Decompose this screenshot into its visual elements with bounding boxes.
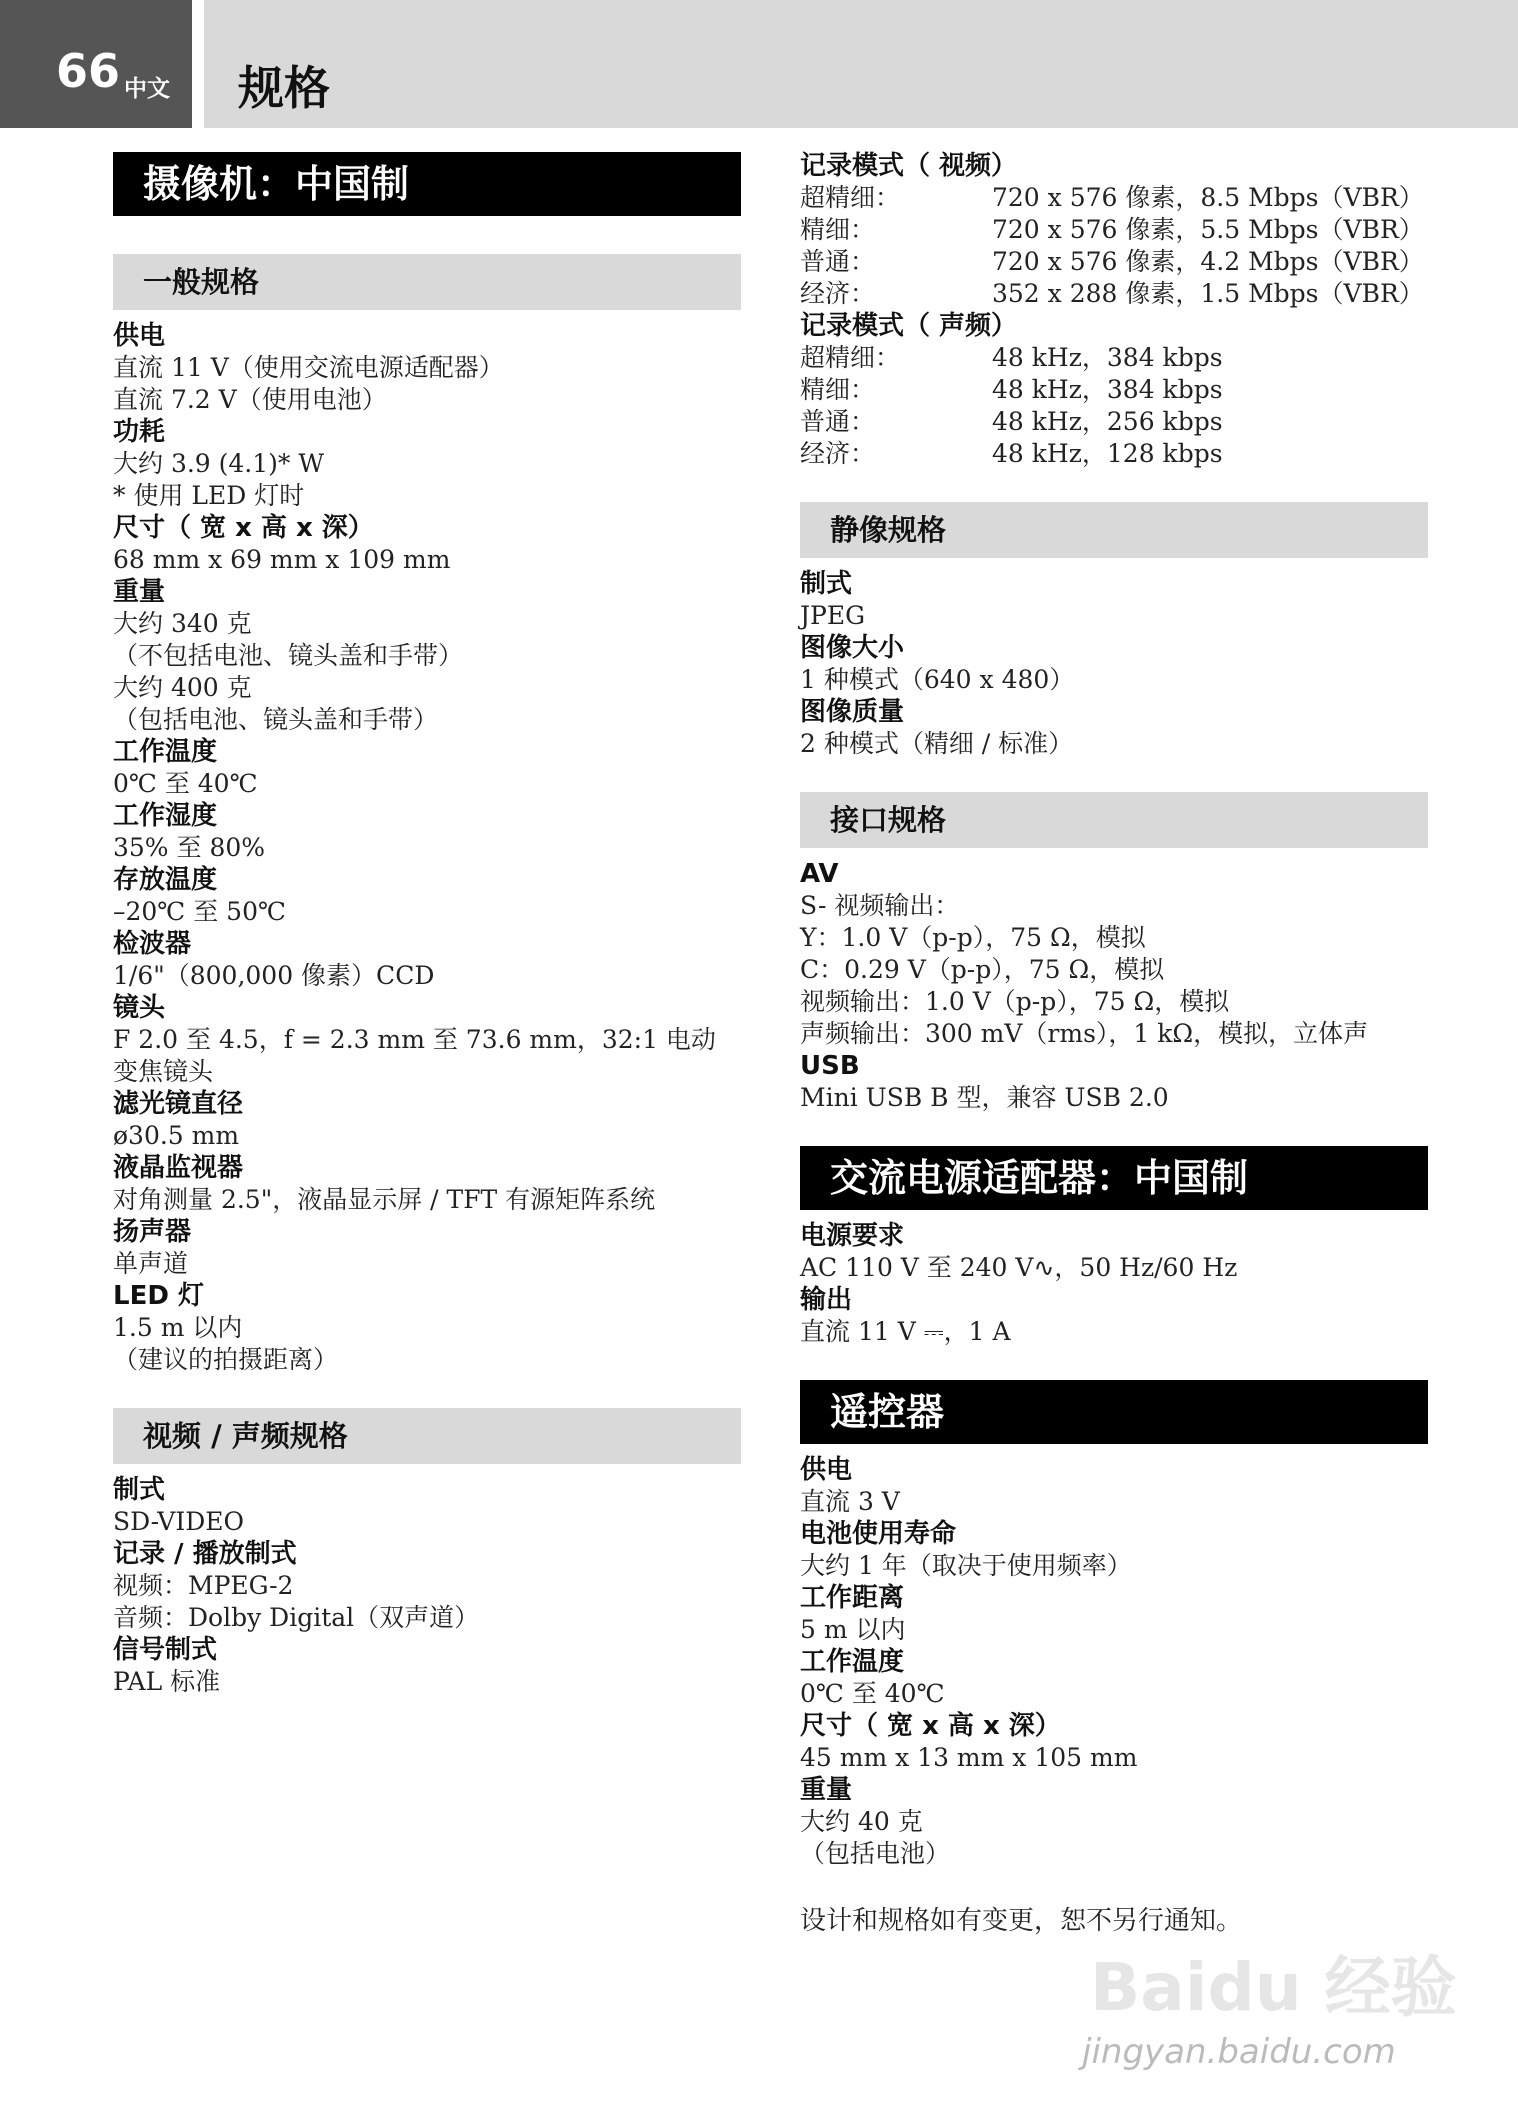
spec-value: F 2.0 至 4.5，f = 2.3 mm 至 73.6 mm，32:1 电动 [113, 1025, 716, 1054]
mode-value: 48 kHz，384 kbps [992, 375, 1223, 404]
adapter-specs-list [800, 1220, 1440, 1348]
general-specs-list [113, 320, 753, 1376]
spec-value: –20℃ 至 50℃ [113, 897, 286, 926]
spec-label: AV [800, 859, 839, 889]
spec-value: 35% 至 80% [113, 833, 266, 862]
spec-value: （建议的拍摄距离） [113, 1345, 339, 1374]
spec-value: 2 种模式（精细 / 标准） [800, 729, 1074, 758]
page-number: 66 [56, 44, 121, 98]
spec-label: LED 灯 [113, 1281, 204, 1311]
spec-label: 工作温度 [800, 1647, 905, 1677]
spec-label: 镜头 [113, 993, 166, 1023]
mode-value: 720 x 576 像素，8.5 Mbps（VBR） [992, 183, 1424, 212]
spec-value: （包括电池） [800, 1839, 951, 1868]
still-specs-header: 静像规格 [800, 502, 1428, 558]
recording-row [800, 406, 1440, 438]
spec-label: 功耗 [113, 417, 166, 447]
spec-label: 尺寸（ 宽 x 高 x 深） [113, 513, 374, 543]
av-specs-header: 视频 / 声频规格 [113, 1408, 741, 1464]
spec-label: 记录模式（ 声频） [800, 311, 1018, 341]
spec-value: Mini USB B 型，兼容 USB 2.0 [800, 1083, 1169, 1112]
recording-row [800, 246, 1440, 278]
remote-specs-list [800, 1454, 1440, 1870]
spec-label: 扬声器 [113, 1217, 192, 1247]
mode-name: 经济： [800, 279, 876, 308]
spec-label: 检波器 [113, 929, 192, 959]
spec-value: 45 mm x 13 mm x 105 mm [800, 1743, 1138, 1772]
spec-label: 工作温度 [113, 737, 218, 767]
spec-value: 直流 11 V ⎓，1 A [800, 1317, 1011, 1346]
spec-value: 大约 3.9 (4.1)* W [113, 449, 325, 478]
mode-name: 经济： [800, 439, 876, 468]
spec-value: ø30.5 mm [113, 1121, 240, 1150]
spec-value: 大约 1 年（取决于使用频率） [800, 1551, 1132, 1580]
mode-name: 普通： [800, 407, 876, 436]
spec-label: 图像质量 [800, 697, 905, 727]
spec-value: 大约 40 克 [800, 1807, 923, 1836]
spec-value: 5 m 以内 [800, 1615, 906, 1644]
spec-value: 1 种模式（640 x 480） [800, 665, 1075, 694]
mode-value: 720 x 576 像素，5.5 Mbps（VBR） [992, 215, 1424, 244]
spec-value: 声频输出：300 mV（rms），1 kΩ，模拟，立体声 [800, 1019, 1369, 1048]
adapter-section-title: 交流电源适配器：中国制 [800, 1146, 1428, 1210]
spec-value: C：0.29 V（p-p），75 Ω，模拟 [800, 955, 1165, 984]
spec-value: AC 110 V 至 240 V∿，50 Hz/60 Hz [800, 1253, 1238, 1282]
recording-row [800, 438, 1440, 470]
watermark-url: jingyan.baidu.com [1082, 2032, 1396, 2072]
spec-value: 直流 3 V [800, 1487, 900, 1516]
spec-label: 滤光镜直径 [113, 1089, 244, 1119]
spec-value: S- 视频输出： [800, 891, 960, 920]
spec-label: 液晶监视器 [113, 1153, 244, 1183]
spec-value: 大约 340 克 [113, 609, 252, 638]
spec-label: 记录模式（ 视频） [800, 151, 1018, 181]
spec-value: 对角测量 2.5"，液晶显示屏 / TFT 有源矩阵系统 [113, 1185, 656, 1214]
mode-name: 超精细： [800, 343, 901, 372]
mode-name: 精细： [800, 375, 876, 404]
mode-value: 48 kHz，128 kbps [992, 439, 1223, 468]
spec-label: 重量 [113, 577, 166, 607]
spec-label: 尺寸（ 宽 x 高 x 深） [800, 1711, 1061, 1741]
spec-value: 1.5 m 以内 [113, 1313, 243, 1342]
watermark-logo-text: Baidu 经验 [1090, 1949, 1457, 2026]
spec-value: * 使用 LED 灯时 [113, 481, 305, 510]
page-number-box [0, 0, 192, 128]
spec-value: SD-VIDEO [113, 1507, 244, 1536]
spec-label: 工作湿度 [113, 801, 218, 831]
spec-value: （包括电池、镜头盖和手带） [113, 705, 439, 734]
av-specs-list [113, 1474, 753, 1698]
spec-value: JPEG [800, 601, 866, 630]
spec-value: Y：1.0 V（p-p），75 Ω，模拟 [800, 923, 1146, 952]
mode-name: 精细： [800, 215, 876, 244]
spec-value: PAL 标准 [113, 1667, 221, 1696]
recording-row [800, 182, 1440, 214]
interface-specs-list [800, 858, 1440, 1114]
spec-label: 电池使用寿命 [800, 1519, 957, 1549]
mode-name: 普通： [800, 247, 876, 276]
spec-label: USB [800, 1051, 860, 1081]
general-specs-header: 一般规格 [113, 254, 741, 310]
spec-value: 0℃ 至 40℃ [800, 1679, 945, 1708]
spec-value: 单声道 [113, 1249, 189, 1278]
recording-row [800, 374, 1440, 406]
spec-value: 视频输出：1.0 V（p-p），75 Ω，模拟 [800, 987, 1230, 1016]
spec-label: 存放温度 [113, 865, 218, 895]
spec-value: 直流 7.2 V（使用电池） [113, 385, 387, 414]
mode-value: 48 kHz，256 kbps [992, 407, 1223, 436]
spec-value: 视频：MPEG-2 [113, 1571, 294, 1600]
recording-row [800, 278, 1440, 310]
spec-label: 供电 [800, 1455, 853, 1485]
page-title-box [204, 0, 1518, 128]
spec-label: 工作距离 [800, 1583, 905, 1613]
spec-label: 重量 [800, 1775, 853, 1805]
spec-label: 制式 [800, 569, 853, 599]
mode-name: 超精细： [800, 183, 901, 212]
spec-value: 音频：Dolby Digital（双声道） [113, 1603, 480, 1632]
spec-label: 电源要求 [800, 1221, 905, 1251]
still-specs-list [800, 568, 1440, 760]
spec-label: 记录 / 播放制式 [113, 1539, 297, 1569]
spec-label: 制式 [113, 1475, 166, 1505]
spec-value: 68 mm x 69 mm x 109 mm [113, 545, 451, 574]
recording-row [800, 214, 1440, 246]
mode-value: 352 x 288 像素，1.5 Mbps（VBR） [992, 279, 1424, 308]
spec-label: 输出 [800, 1285, 853, 1315]
spec-value: （不包括电池、镜头盖和手带） [113, 641, 464, 670]
spec-value: 变焦镜头 [113, 1057, 214, 1086]
spec-label: 图像大小 [800, 633, 905, 663]
camera-section-title: 摄像机：中国制 [113, 152, 741, 216]
page-title: 规格 [238, 61, 330, 115]
language-label: 中文 [124, 76, 170, 102]
recording-row [800, 342, 1440, 374]
spec-value: 大约 400 克 [113, 673, 252, 702]
spec-value: 直流 11 V（使用交流电源适配器） [113, 353, 504, 382]
spec-label: 信号制式 [113, 1635, 218, 1665]
mode-value: 48 kHz，384 kbps [992, 343, 1223, 372]
interface-specs-header: 接口规格 [800, 792, 1428, 848]
remote-section-title: 遥控器 [800, 1380, 1428, 1444]
recording-modes [800, 150, 1440, 470]
spec-value: 1/6"（800,000 像素）CCD [113, 961, 435, 990]
mode-value: 720 x 576 像素，4.2 Mbps（VBR） [992, 247, 1424, 276]
spec-label: 供电 [113, 321, 166, 351]
footnote: 设计和规格如有变更，恕不另行通知。 [800, 1906, 1243, 1936]
page-header [0, 0, 1518, 128]
spec-value: 0℃ 至 40℃ [113, 769, 258, 798]
